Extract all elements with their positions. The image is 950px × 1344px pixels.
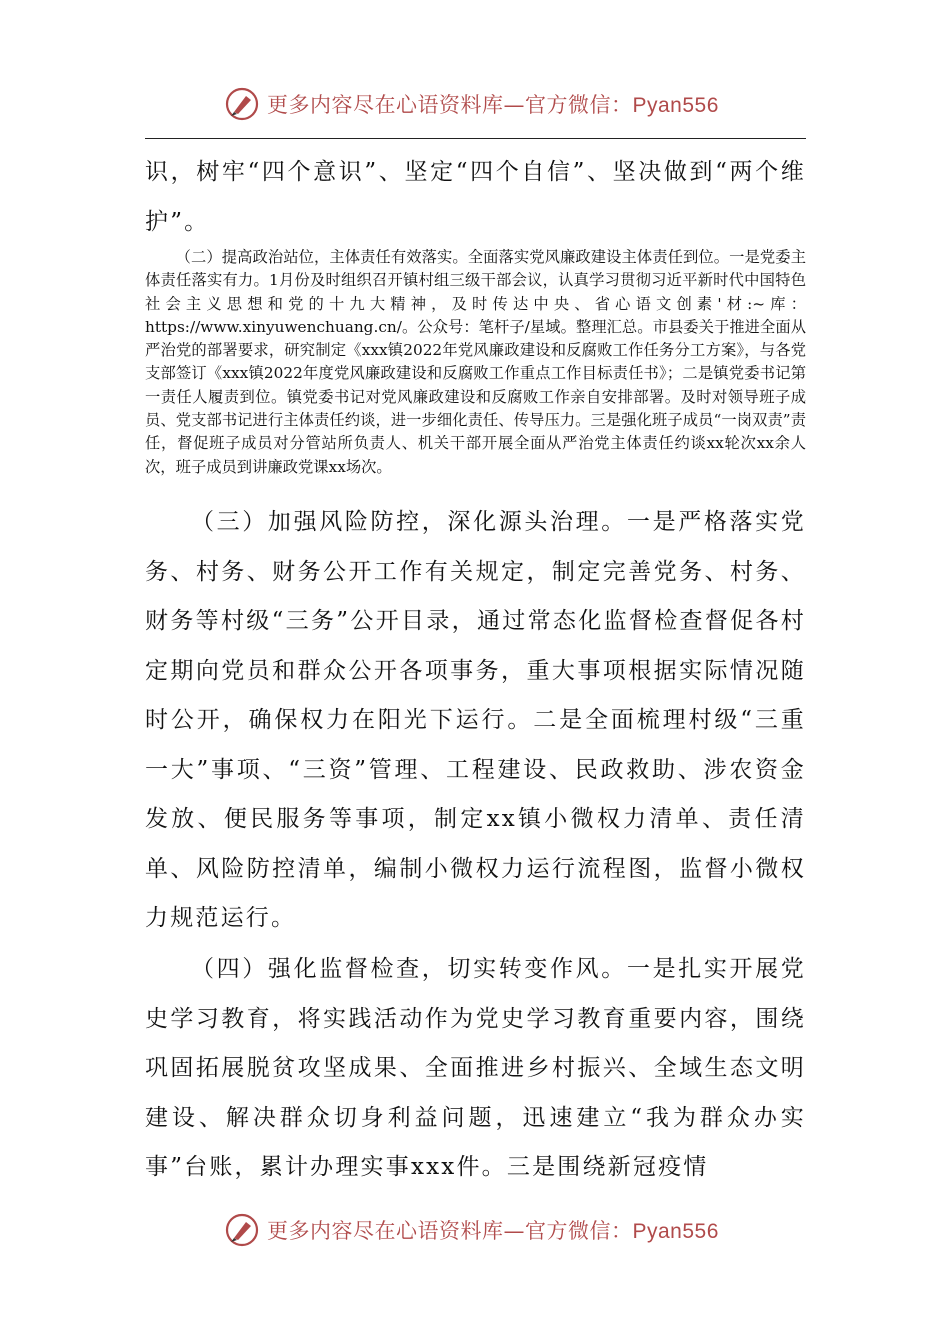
pen-nib-logo-icon bbox=[225, 87, 259, 121]
header-banner bbox=[225, 84, 785, 124]
paragraph-4: （四）强化监督检查，切实转变作风。一是扎实开展党史学习教育，将实践活动作为党史学习教育重要内容，围绕巩固拓展脱贫攻坚成果、全面推进乡村振兴、全域生态文明建设、解决群众切身利益问题，迅速建立“我为群众办实事”台账，累计办理实事xxx件。三是围绕新冠疫情 bbox=[145, 956, 806, 1180]
wechat-account: Pyan556 bbox=[632, 94, 719, 117]
pen-nib-logo-icon bbox=[225, 1213, 259, 1247]
paragraph-3: （三）加强风险防控，深化源头治理。一是严格落实党务、村务、财务公开工作有关规定，制定完善党务、村务、财务等村级“三务”公开目录，通过常态化监督检查督促各村定期向党员和群众公开各项事务，重大事项根据实际情况随时公开，确保权力在阳光下运行。二是全面梳理村级“三重一大”事项、“三资”管理、工程建设、民政救助、涉农资金发放、便民服务等事项，制定xx镇小微权力清单、责任清单、风险防控清单，编制小微权力运行流程图，监督小微权力规范运行。 bbox=[145, 509, 806, 931]
banner-label: 更多内容尽在心语资料库—官方微信： bbox=[267, 1219, 633, 1243]
header-divider bbox=[145, 138, 806, 139]
paragraph-lead: 识，树牢“四个意识”、坚定“四个自信”、坚决做到“两个维护”。 bbox=[145, 159, 806, 235]
paragraph-2: （二）提高政治站位，主体责任有效落实。全面落实党风廉政建设主体责任到位。一是党委主体责任落实有力。1月份及时组织召开镇村组三级干部会议，认真学习贯彻习近平新时代中国特色社会主义思想和党的十九大精神，及时传达中央、省心语文创素'材:~库：https://www.xinyuwenchuang.cn/。公众号：笔杆子/星域。整理汇总。市县委关于推进全面从严治党的部署要求，研究制定《xxx镇2022年党风廉政建设和反腐败工作任务分工方案》，与各党支部签订《xxx镇2022年度党风廉政建设和反腐败工作重点工作目标责任书》；二是镇党委书记第一责任人履责到位。镇党委书记对党风廉政建设和反腐败工作亲自安排部署。及时对领导班子成员、党支部书记进行主体责任约谈，进一步细化责任、传导压力。三是强化班子成员“一岗双责”责任，督促班子成员对分管站所负责人、机关干部开展全面从严治党主体责任约谈xx轮次xx余人次，班子成员到讲廉政党课xx场次。 bbox=[145, 248, 806, 476]
banner-text bbox=[267, 89, 719, 119]
banner-text bbox=[267, 1215, 719, 1245]
footer-banner bbox=[225, 1210, 785, 1250]
banner-label: 更多内容尽在心语资料库—官方微信： bbox=[267, 93, 633, 117]
wechat-account: Pyan556 bbox=[632, 1220, 719, 1243]
